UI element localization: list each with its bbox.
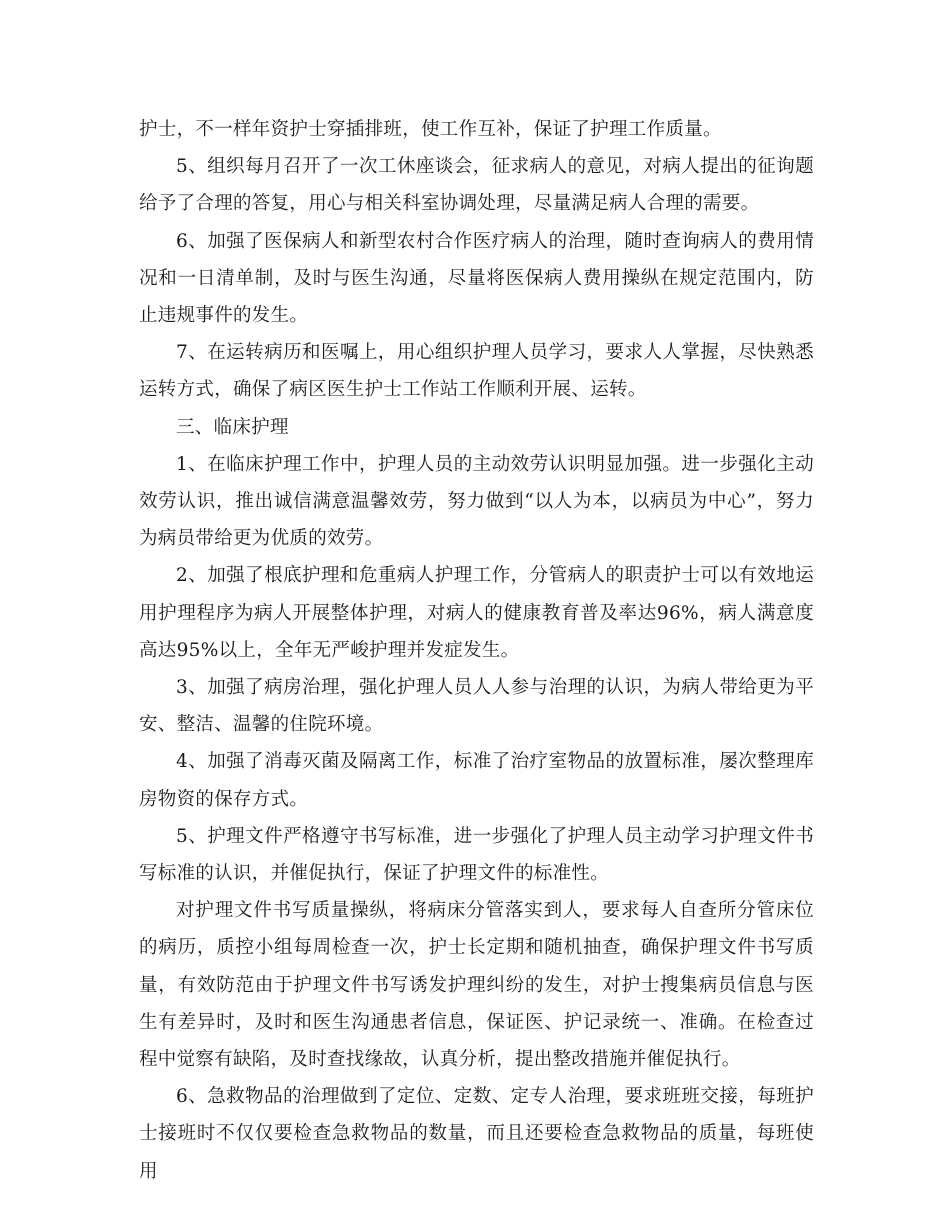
document-body xyxy=(139,111,814,1190)
paragraph-clinical-1: 1、在临床护理工作中，护理人员的主动效劳认识明显加强。进一步强化主动效劳认识，推出诚信满意温馨效劳，努力做到“以人为本，以病员为中心”，努力为病员带给更为优质的效劳。 xyxy=(139,453,814,550)
paragraph-clinical-5: 5、护理文件严格遵守书写标准，进一步强化了护理人员主动学习护理文件书写标准的认识，并催促执行，保证了护理文件的标准性。 xyxy=(139,825,814,885)
section-heading-clinical-nursing: 三、临床护理 xyxy=(176,416,289,438)
paragraph-item-5-meeting: 5、组织每月召开了一次工休座谈会，征求病人的意见，对病人提出的征询题给予了合理的答复，用心与相关科室协调处理，尽量满足病人合理的需要。 xyxy=(139,156,814,215)
paragraph-continuation: 护士，不一样年资护士穿插排班，使工作互补，保证了护理工作质量。 xyxy=(139,119,722,140)
paragraph-clinical-6: 6、急救物品的治理做到了定位、定数、定专人治理，要求班班交接，每班护士接班时不仅仅要检查急救物品的数量，而且还要检查急救物品的质量，每班使用 xyxy=(139,1086,814,1182)
paragraph-clinical-4: 4、加强了消毒灭菌及隔离工作，标准了治疗室物品的放置标准，屡次整理库房物资的保存方式。 xyxy=(139,751,814,810)
paragraph-clinical-2: 2、加强了根底护理和危重病人护理工作，分管病人的职责护士可以有效地运用护理程序为病人开展整体护理，对病人的健康教育普及率达96%，病人满意度高达95%以上，全年无严峻护理并发症发生。 xyxy=(139,565,814,661)
paragraph-documentation-quality: 对护理文件书写质量操纵，将病床分管落实到人，要求每人自查所分管床位的病历，质控小组每周检查一次，护士长定期和随机抽查，确保护理文件书写质量，有效防范由于护理文件书写诱发护理纠纷的发生，对护士搜集病员信息与医生有差异时，及时和医生沟通患者信息，保证医、护记录统一、准确。在检查过程中觉察有缺陷，及时查找缘故，认真分析，提出整改措施并催促执行。 xyxy=(139,900,814,1071)
paragraph-item-6-insurance: 6、加强了医保病人和新型农村合作医疗病人的治理，随时查询病人的费用情况和一日清单制，及时与医生沟通，尽量将医保病人费用操纵在规定范围内，防止违规事件的发生。 xyxy=(139,230,814,327)
paragraph-item-7-records: 7、在运转病历和医嘱上，用心组织护理人员学习，要求人人掌握，尽快熟悉运转方式，确保了病区医生护士工作站工作顺利开展、运转。 xyxy=(139,342,814,401)
paragraph-clinical-3: 3、加强了病房治理，强化护理人员人人参与治理的认识，为病人带给更为平安、整洁、温馨的住院环境。 xyxy=(139,677,814,736)
